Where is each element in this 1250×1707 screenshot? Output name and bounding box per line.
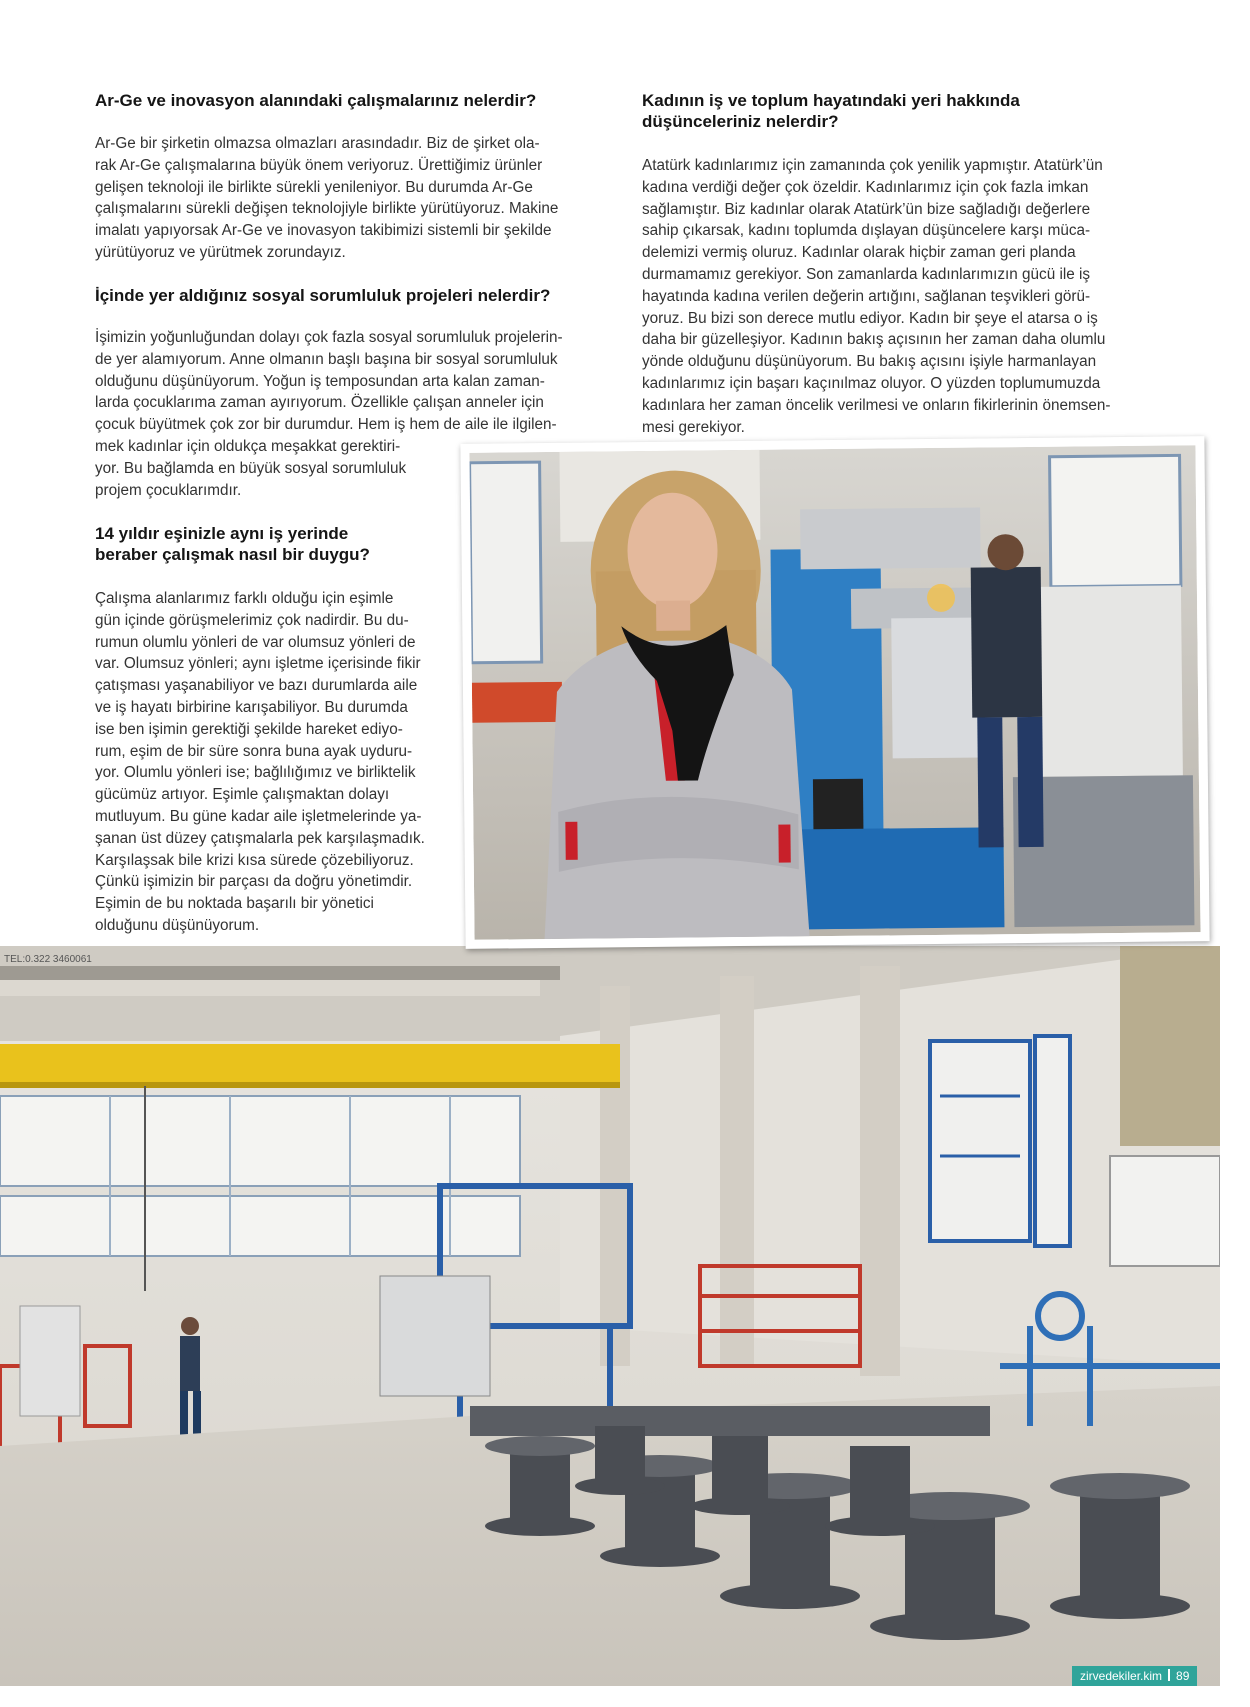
portrait-photo	[469, 445, 1200, 940]
portrait-photo-frame	[460, 436, 1209, 949]
paragraph-working-with-spouse: Çalışma alanlarımız farklı olduğu için eşimle gün içinde görüşmelerimiz çok nadirdir. Bu du- rumun olumlu yönleri de var olumsuz yönleri de var. Olumsuz yönleri; aynı işletme içerisinde fikir çatışması yaşanabiliyor ve bazı durumlarda aile ve iş hayatı birbirine karışabiliyor. Bu durumda ise ben işimin gerektiği şekilde hareket ediyo- rum, eşim de bir süre sonra buna ayak uyduru- yor. Olumlu yönleri ise; bağlılığımız ve birliktelik gücümüz artıyor. Eşimle çalışmaktan dolayı mutluyum. Bu güne kadar aile işletmelerinde ya- şanan üst düzey çatışmalarla pek karşılaşmadık. Karşılaşsak bile krizi kısa sürede çözebiliyoruz. Çünkü işimizin bir parçası da doğru yönetimdir. Eşimin de bu noktada başarılı bir yönetici olduğunu düşünüyorum.	[95, 590, 425, 934]
heading-social-responsibility: İçinde yer aldığınız sosyal sorumluluk projeleri nelerdir?	[95, 286, 551, 305]
paragraph-social-responsibility: İşimizin yoğunluğundan dolayı çok fazla sosyal sorumluluk projelerin- de yer alamıyorum. Anne olmanın başlı başına bir sosyal sorumluluk olduğunu düşünüyorum. Yoğun iş temposundan arta kalan zaman- larda çocuklarıma zaman ayırıyorum. Özellikle çalışan anneler için çocuk büyütmek çok zor bir durumdur. Hem iş hem de aile ile ilgilen- mek kadınlar için oldukça meşakkat gerektiri- yor. Bu bağlamda en büyük sosyal sorumluluk projem çocuklarımdır.	[95, 329, 563, 499]
paragraph-rnd: Ar-Ge bir şirketin olmazsa olmazları arasındadır. Biz de şirket ola- rak Ar-Ge çalışmalarına büyük önem veriyoruz. Ürettiğimiz ürünler gelişen teknoloji ile birlikte sürekli yenileniyor. Bu durumda Ar-Ge çalışmalarını sürekli değişen teknolojiyle birlikte yürütüyoruz. Makine imalatı yapıyorsak Ar-Ge ve inovasyon takibimizi sistemli bir şekilde yürütüyoruz ve yürütmek zorundayız.	[95, 135, 559, 261]
crane-sign-text: TEL:0.322 3460061	[4, 954, 92, 965]
paragraph-women-in-society: Atatürk kadınlarımız için zamanında çok yenilik yapmıştır. Atatürk’ün kadına verdiği değer çok özeldir. Kadınlarımız için çok fazla imkan sağlamıştır. Biz kadınlar olarak Atatürk’ün bize sağladığı değerlere sahip çıkarsak, kadını toplumda dışlayan düşüncelere karşı müca- delemizi vermiş oluruz. Kadınlar olarak hiçbir zaman geri planda durmamamız gerekiyor. Son zamanlarda kadınlarımızın gücü ile iş hayatında kadına verilen değerin artığını, sağlanan teşvikleri görü- yoruz. Bu bizi son derece mutlu ediyor. Kadın bir şeye el atarsa o iş daha bir güzelleşiyor. Kadının bakış açısının her zaman daha olumlu yönde olduğunu düşünüyorum. Bu bakış açısını işiyle harmanlayan kadınlarımız için başarı kaçınılmaz oluyor. O yüzden toplumumuzda kadınlara her zaman öncelik verilmesi ve onların fikirlerinin önemsen- mesi gerekiyor.	[642, 157, 1111, 436]
heading-working-with-spouse: 14 yıldır eşinizle aynı iş yerinde beraber çalışmak nasıl bir duygu?	[95, 524, 370, 564]
factory-floor-photo	[0, 946, 1220, 1686]
heading-rnd: Ar-Ge ve inovasyon alanındaki çalışmalarınız nelerdir?	[95, 91, 537, 110]
page-number: 89	[1176, 1669, 1190, 1683]
page-footer	[1072, 1666, 1197, 1686]
website-label[interactable]: zirvedekiler.kim	[1080, 1669, 1163, 1683]
footer-divider	[1168, 1669, 1170, 1681]
heading-women-in-society: Kadının iş ve toplum hayatındaki yeri hakkında düşünceleriniz nelerdir?	[642, 91, 1020, 131]
